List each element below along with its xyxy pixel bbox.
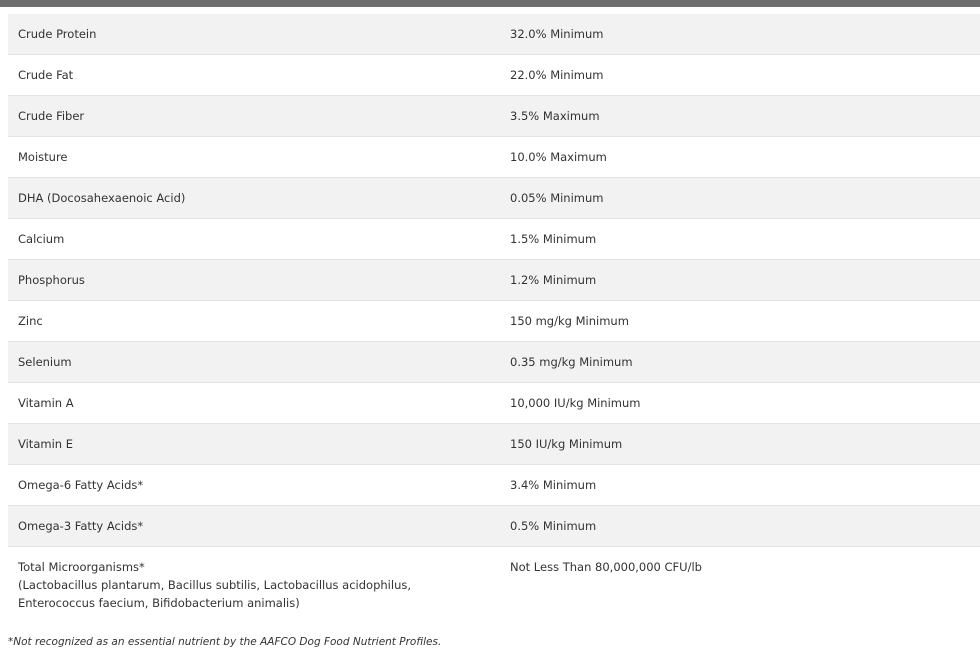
nutrient-value: 0.05% Minimum (500, 178, 980, 219)
nutrient-name: Omega-6 Fatty Acids* (8, 465, 500, 506)
nutrient-value: 150 IU/kg Minimum (500, 424, 980, 465)
table-row (8, 260, 980, 301)
nutrient-name: Selenium (8, 342, 500, 383)
top-bar (0, 0, 980, 7)
nutrient-name: Zinc (8, 301, 500, 342)
nutrient-name: Total Microorganisms* (18, 560, 145, 574)
table-row (8, 547, 980, 625)
nutrient-name: Vitamin E (8, 424, 500, 465)
nutrient-name: DHA (Docosahexaenoic Acid) (8, 178, 500, 219)
nutrient-value: 150 mg/kg Minimum (500, 301, 980, 342)
nutrient-value: 3.5% Maximum (500, 96, 980, 137)
nutrient-value: 10,000 IU/kg Minimum (500, 383, 980, 424)
nutrient-name: Crude Protein (8, 14, 500, 55)
table-row (8, 178, 980, 219)
nutrient-value: Not Less Than 80,000,000 CFU/lb (500, 547, 980, 625)
nutrient-value: 10.0% Maximum (500, 137, 980, 178)
table-row (8, 219, 980, 260)
nutrient-name: Omega-3 Fatty Acids* (8, 506, 500, 547)
nutrient-value: 22.0% Minimum (500, 55, 980, 96)
nutrient-value: 0.35 mg/kg Minimum (500, 342, 980, 383)
nutrient-name: Calcium (8, 219, 500, 260)
nutrient-name: Crude Fiber (8, 96, 500, 137)
nutrient-value: 32.0% Minimum (500, 14, 980, 55)
nutrient-value: 0.5% Minimum (500, 506, 980, 547)
footnote: *Not recognized as an essential nutrient by the AAFCO Dog Food Nutrient Profiles. (8, 636, 442, 648)
guaranteed-analysis-table (8, 14, 980, 624)
nutrient-value: 1.2% Minimum (500, 260, 980, 301)
nutrient-name: Vitamin A (8, 383, 500, 424)
microorganism-list: (Lactobacillus plantarum, Bacillus subtilis, Lactobacillus acidophilus, Enterococcus faecium, Bifidobacterium animalis) (18, 578, 411, 610)
table-row (8, 342, 980, 383)
table-row (8, 424, 980, 465)
nutrient-value: 1.5% Minimum (500, 219, 980, 260)
nutrient-name: Phosphorus (8, 260, 500, 301)
table-row (8, 96, 980, 137)
nutrient-name: Moisture (8, 137, 500, 178)
nutrient-value: 3.4% Minimum (500, 465, 980, 506)
table-row (8, 137, 980, 178)
nutrient-name: Crude Fat (8, 55, 500, 96)
table-row (8, 14, 980, 55)
table-row (8, 301, 980, 342)
table-row (8, 465, 980, 506)
table-row (8, 55, 980, 96)
nutrient-name-cell (8, 547, 500, 625)
table-row (8, 506, 980, 547)
table-row (8, 383, 980, 424)
